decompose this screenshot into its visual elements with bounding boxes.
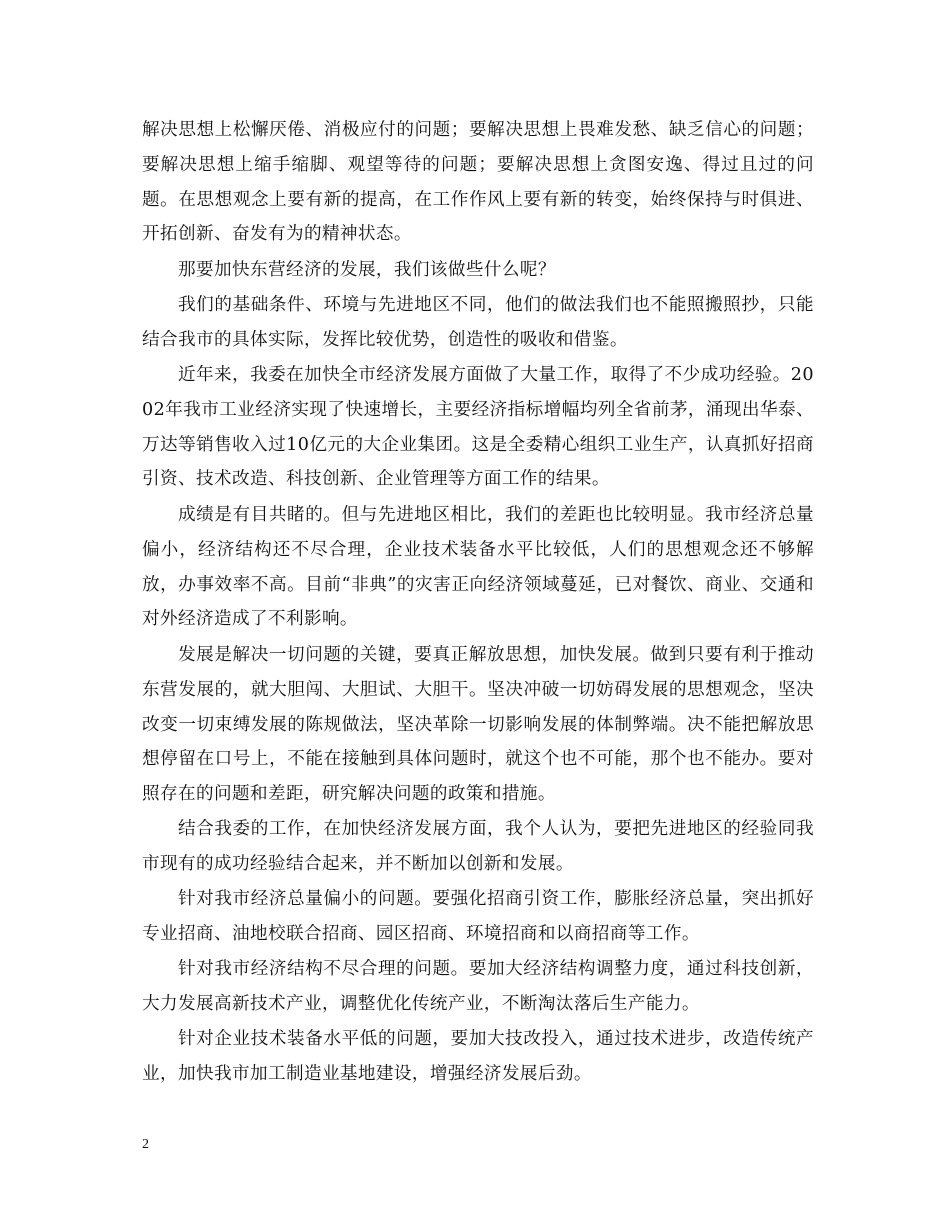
- page-number: 2: [142, 1137, 149, 1152]
- paragraph: 发展是解决一切问题的关键，要真正解放思想，加快发展。做到只要有利于推动东营发展的，就大胆闯、大胆试、大胆干。坚决冲破一切妨碍发展的思想观念，坚决改变一切束缚发展的陈规做法，坚决革除一切影响发展的体制弊端。决不能把解放思想停留在口号上，不能在接触到具体问题时，就这个也不可能，那个也不能办。要对照存在的问题和差距，研究解决问题的政策和措施。: [142, 645, 814, 805]
- paragraph: 那要加快东营经济的发展，我们该做些什么呢？: [178, 260, 556, 280]
- paragraph: 针对企业技术装备水平低的问题，要加大技改投入，通过技术进步，改造传统产业，加快我市加工制造业基地建设，增强经济发展后劲。: [142, 1029, 814, 1084]
- paragraph: 针对我市经济结构不尽合理的问题。要加大经济结构调整力度，通过科技创新，大力发展高新技术产业，调整优化传统产业，不断淘汰落后生产能力。: [142, 959, 814, 1014]
- paragraph: 成绩是有目共睹的。但与先进地区相比，我们的差距也比较明显。我市经济总量偏小，经济结构还不尽合理，企业技术装备水平比较低，人们的思想观念还不够解放，办事效率不高。目前“非典”的灾害正向经济领域蔓延，已对餐饮、商业、交通和对外经济造成了不利影响。: [142, 505, 814, 630]
- paragraph: 结合我委的工作，在加快经济发展方面，我个人认为，要把先进地区的经验同我市现有的成功经验结合起来，并不断加以创新和发展。: [142, 819, 814, 874]
- paragraph: 近年来，我委在加快全市经济发展方面做了大量工作，取得了不少成功经验。2002年我市工业经济实现了快速增长，主要经济指标增幅均列全省前茅，涌现出华泰、万达等销售收入过10亿元的大企业集团。这是全委精心组织工业生产，认真抓好招商引资、技术改造、科技创新、企业管理等方面工作的结果。: [142, 365, 814, 490]
- paragraph-continued: 解决思想上松懈厌倦、消极应付的问题；要解决思想上畏难发愁、缺乏信心的问题；要解决思想上缩手缩脚、观望等待的问题；要解决思想上贪图安逸、得过且过的问题。在思想观念上要有新的提高，在工作作风上要有新的转变，始终保持与时俱进、开拓创新、奋发有为的精神状态。: [142, 120, 814, 245]
- paragraph: 针对我市经济总量偏小的问题。要强化招商引资工作，膨胀经济总量，突出抓好专业招商、油地校联合招商、园区招商、环境招商和以商招商等工作。: [142, 889, 814, 944]
- paragraph: 我们的基础条件、环境与先进地区不同，他们的做法我们也不能照搬照抄，只能结合我市的具体实际，发挥比较优势，创造性的吸收和借鉴。: [142, 295, 814, 350]
